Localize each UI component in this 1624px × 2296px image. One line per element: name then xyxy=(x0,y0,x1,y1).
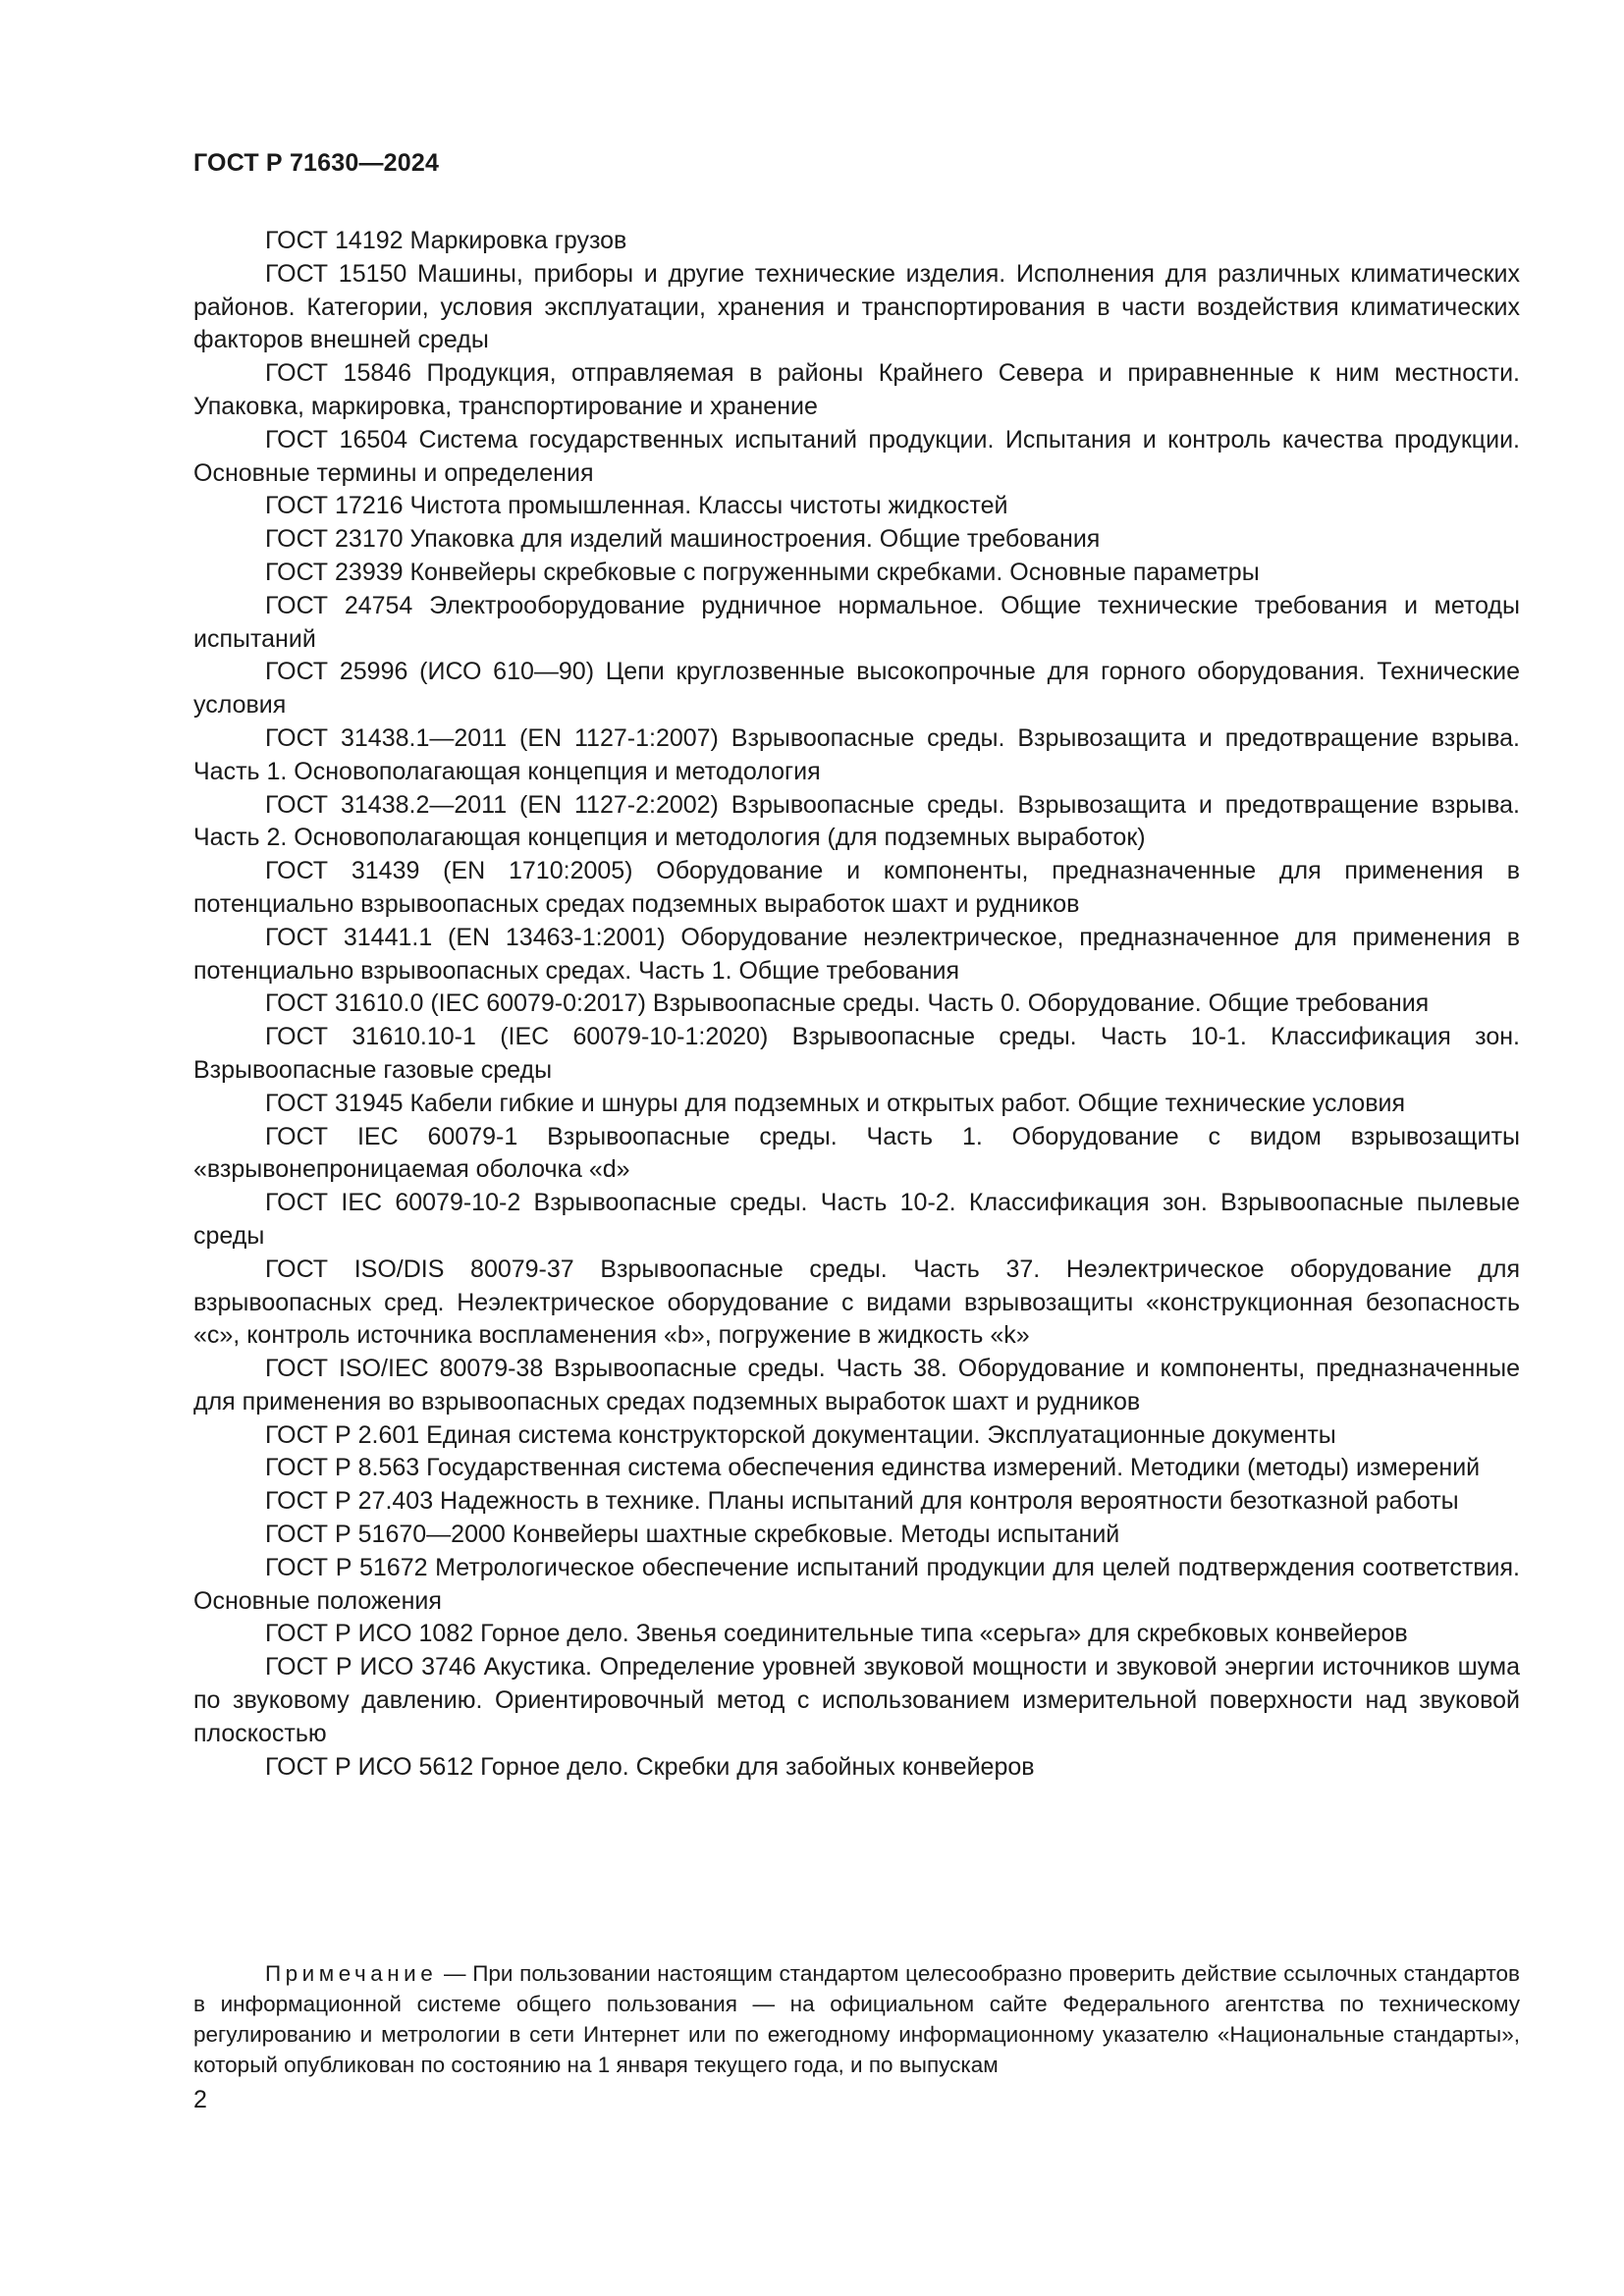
reference-item: ГОСТ 16504 Система государственных испытаний продукции. Испытания и контроль качества продукции. Основные термины и определения xyxy=(193,425,1520,487)
reference-item: ГОСТ Р 2.601 Единая система конструкторской документации. Эксплуатационные документы xyxy=(265,1420,1336,1449)
reference-item: ГОСТ 15846 Продукция, отправляемая в районы Крайнего Севера и приравненные к ним местности. Упаковка, маркировка, транспортирование и хранение xyxy=(193,359,1520,420)
reference-item: ГОСТ 23939 Конвейеры скребковые с погруженными скребками. Основные параметры xyxy=(265,558,1260,586)
reference-item: ГОСТ 31438.1—2011 (EN 1127-1:2007) Взрывоопасные среды. Взрывозащита и предотвращение взрыва. Часть 1. Основополагающая концепция и методология xyxy=(193,723,1520,785)
reference-item: ГОСТ Р 27.403 Надежность в технике. Планы испытаний для контроля вероятности безотказной работы xyxy=(265,1487,1459,1516)
reference-item: ГОСТ Р ИСО 5612 Горное дело. Скребки для забойных конвейеров xyxy=(265,1752,1035,1781)
reference-item: ГОСТ Р ИСО 3746 Акустика. Определение уровней звуковой мощности и звуковой энергии источников шума по звуковому давлению. Ориентировочный метод с использованием измерительной поверхности над звуковой плоскостью xyxy=(193,1653,1520,1747)
reference-item: ГОСТ ISO/DIS 80079-37 Взрывоопасные среды. Часть 37. Неэлектрическое оборудование для взрывоопасных сред. Неэлектрическое оборудование с видами взрывозащиты «конструкционная безопасность «с», контроль источника воспламенения «b», погружение в жидкость «k» xyxy=(193,1255,1520,1350)
reference-item: ГОСТ 14192 Маркировка грузов xyxy=(265,227,627,254)
note-label: Примечание xyxy=(265,1961,438,1986)
reference-item: ГОСТ 15150 Машины, приборы и другие технические изделия. Исполнения для различных климатических районов. Категории, условия эксплуатации, хранения и транспортирования в части воздействия климатических факторов внешней среды xyxy=(193,259,1520,354)
note-text: — При пользовании настоящим стандартом целесообразно проверить действие ссылочных стандартов в информационной системе общего пользования — на официальном сайте Федерального агентства по техническому регулированию и метрологии в сети Интернет или по ежегодному информационному указателю «Национальные стандарты», который опубликован по состоянию на 1 января текущего года, и по выпускам xyxy=(193,1961,1520,2077)
reference-item: ГОСТ 24754 Электрооборудование рудничное нормальное. Общие технические требования и методы испытаний xyxy=(193,591,1520,653)
reference-item: ГОСТ IEC 60079-1 Взрывоопасные среды. Часть 1. Оборудование с видом взрывозащиты «взрывонепроницаемая оболочка «d» xyxy=(193,1122,1520,1184)
reference-item: ГОСТ 23170 Упаковка для изделий машиностроения. Общие требования xyxy=(265,525,1101,554)
reference-item: ГОСТ ISO/IEC 80079-38 Взрывоопасные среды. Часть 38. Оборудование и компоненты, предназначенные для применения во взрывоопасных средах подземных выработок шахт и рудников xyxy=(193,1355,1520,1415)
note-paragraph xyxy=(193,1958,1520,2080)
reference-item: ГОСТ 31610.10-1 (IEC 60079-10-1:2020) Взрывоопасные среды. Часть 10-1. Классификация зон. Взрывоопасные газовые среды xyxy=(193,1023,1520,1084)
reference-item: ГОСТ IEC 60079-10-2 Взрывоопасные среды. Часть 10-2. Классификация зон. Взрывоопасные пылевые среды xyxy=(193,1189,1520,1250)
reference-item: ГОСТ 31610.0 (IEC 60079-0:2017) Взрывоопасные среды. Часть 0. Оборудование. Общие требования xyxy=(265,989,1430,1018)
reference-item: ГОСТ 31439 (EN 1710:2005) Оборудование и компоненты, предназначенные для применения в потенциально взрывоопасных средах подземных выработок шахт и рудников xyxy=(193,857,1520,918)
reference-item: ГОСТ 31945 Кабели гибкие и шнуры для подземных и открытых работ. Общие технические условия xyxy=(265,1089,1405,1117)
reference-item: ГОСТ 31441.1 (EN 13463-1:2001) Оборудование неэлектрическое, предназначенное для применения в потенциально взрывоопасных средах. Часть 1. Общие требования xyxy=(193,923,1520,985)
reference-item: ГОСТ Р ИСО 1082 Горное дело. Звенья соединительные типа «серьга» для скребковых конвейеров xyxy=(265,1620,1408,1648)
document-header: ГОСТ Р 71630—2024 xyxy=(193,149,440,177)
reference-item: ГОСТ Р 51672 Метрологическое обеспечение испытаний продукции для целей подтверждения соответствия. Основные положения xyxy=(193,1553,1520,1615)
normative-references-list xyxy=(193,225,1520,1784)
page-number: 2 xyxy=(193,2086,207,2113)
reference-item: ГОСТ 25996 (ИСО 610—90) Цепи круглозвенные высокопрочные для горного оборудования. Технические условия xyxy=(193,658,1520,720)
reference-item: ГОСТ 17216 Чистота промышленная. Классы чистоты жидкостей xyxy=(265,492,1008,520)
reference-item: ГОСТ Р 51670—2000 Конвейеры шахтные скребковые. Методы испытаний xyxy=(265,1521,1120,1549)
reference-item: ГОСТ 31438.2—2011 (EN 1127-2:2002) Взрывоопасные среды. Взрывозащита и предотвращение взрыва. Часть 2. Основополагающая концепция и методология (для подземных выработок) xyxy=(193,790,1520,852)
note-block xyxy=(193,1958,1520,2080)
reference-item: ГОСТ Р 8.563 Государственная система обеспечения единства измерений. Методики (методы) измерений xyxy=(265,1454,1481,1482)
